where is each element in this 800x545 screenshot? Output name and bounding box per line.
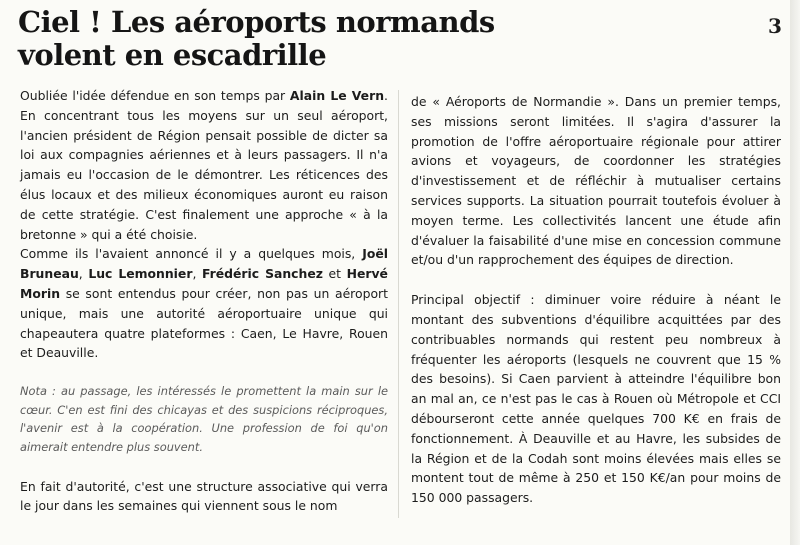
person-name: Luc Lemonnier [88, 266, 193, 282]
nota-note: Nota : au passage, les intéressés le promettent la main sur le cœur. C'en est fini des chicayas et des suspicions réciproques, l'avenir est à la coopération. Une profession de foi qu'on aimerait entendre plus souvent. [20, 384, 388, 454]
right-column [411, 92, 781, 508]
paragraph-structure: En fait d'autorité, c'est une structure associative qui verra le jour dans les semaines qui viennent sous le nom [20, 478, 388, 514]
headline [18, 6, 538, 72]
paragraph-text: Oubliée l'idée défendue en son temps par [20, 88, 290, 103]
separator: , [78, 266, 89, 282]
paragraph-intro [20, 86, 388, 244]
person-name: Joël Bruneau [20, 246, 388, 282]
left-column [20, 86, 388, 516]
person-name: Hervé Morin [20, 266, 388, 301]
paragraph-text: se sont entendus pour créer, non pas un aéroport unique, mais une autorité aéroportuaire unique qui chapeautera quatre plateformes : Caen, Le Havre, Rouen et Deauville. [20, 285, 388, 361]
paragraph-announcement [20, 244, 388, 363]
headline-line-1: Ciel ! Les aéroports normands [18, 5, 495, 39]
page-edge [790, 0, 800, 545]
paragraph-objective: Principal objectif : diminuer voire réduire à néant le montant des subventions d'équilibre acquittées par des contribuables normands qui restent peu nombreux à fréquenter les aéroports (lesquels ne couvrent que 15 % des besoins). Si Caen parvient à atteindre l'équilibre bon an mal an, ce n'est pas le cas à Rouen où Métropole et CCI débourseront cette année quelques 700 K€ en frais de fonctionnement. À Deauville et au Havre, les subsides de la Région et de la Codah sont moins élevées mais elles se montent tout de même à 250 et 150 K€/an pour moins de 150 000 passagers. [411, 292, 781, 506]
person-name: Frédéric Sanchez [201, 266, 323, 282]
column-divider [398, 90, 399, 518]
headline-line-2: volent en escadrille [18, 38, 327, 72]
separator: et [322, 266, 347, 282]
paragraph-text: . En concentrant tous les moyens sur un seul aéroport, l'ancien président de Région pensait possible de dicter sa loi aux compagnies aériennes et à leurs passagers. Il n'a jamais eu l'occasion de le démontrer. Les réticences des élus locaux et des milieux économiques auront eu raison de cette stratégie. C'est finalement une approche « à la bretonne » qui a été choisie. [20, 88, 388, 242]
paragraph-missions: de « Aéroports de Normandie ». Dans un premier temps, ses missions seront limitées. Il s'agira d'assurer la promotion de l'offre aéroportuaire régionale pour attirer avions et voyageurs, de coordonner les stratégies d'investissement et de réfléchir à mutualiser certains services supports. La situation pourrait toutefois évoluer à moyen terme. Les collectivités lancent une étude afin d'évaluer la faisabilité d'une mise en concession commune et/ou d'un rapprochement des équipes de direction. [411, 94, 781, 268]
page-number: 3 [768, 14, 782, 38]
separator: , [192, 266, 202, 282]
paragraph-text: Comme ils l'avaient annoncé il y a quelques mois, [20, 246, 363, 262]
person-name: Alain Le Vern [289, 88, 385, 103]
